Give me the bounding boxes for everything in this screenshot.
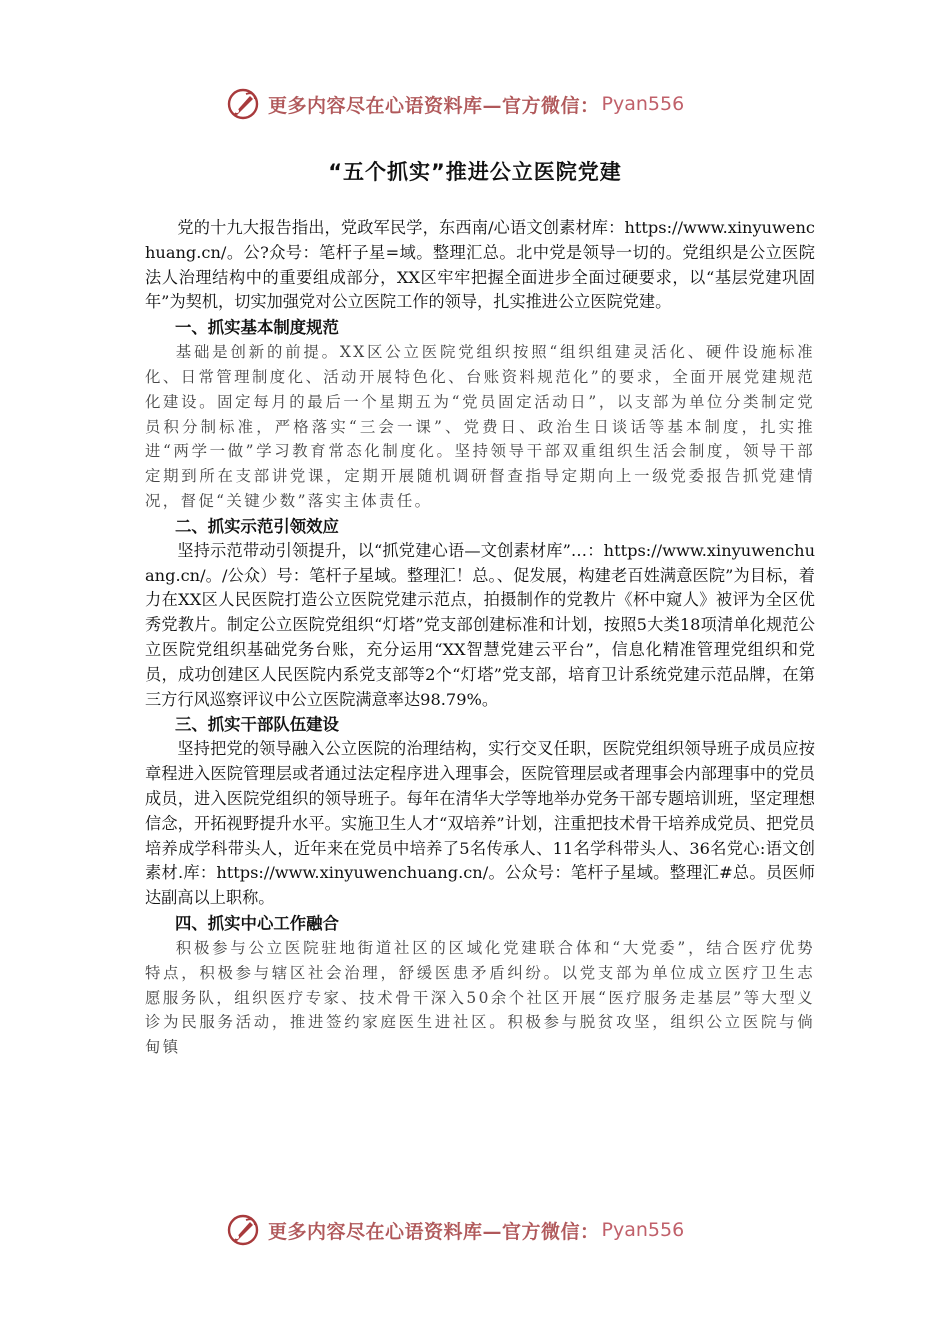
banner-wechat-id: Pyan556 <box>601 1219 685 1241</box>
quill-logo-icon <box>226 87 260 121</box>
section-paragraph: 坚持把党的领导融入公立医院的治理结构，实行交叉任职，医院党组织领导班子成员应按章程进入医院管理层或者通过法定程序进入理事会，医院管理层或者理事会内部理事中的党员成员，进入医院党组织的领导班子。每年在清华大学等地举办党务干部专题培训班，坚定理想信念，开拓视野提升水平。实施卫生人才“双培养”计划，注重把技术骨干培养成党员、把党员培养成学科带头人，近年来在党员中培养了5名传承人、11名学科带头人、36名党心:语文创素材.库：https://www.xinyuwenchuang.cn/。公众号：笔杆子星域。整理汇#总。员医师达副高以上职称。 <box>145 739 815 908</box>
intro-paragraph: 党的十九大报告指出，党政军民学，东西南/心语文创素材库：https://www.xinyuwenchuang.cn/。公?众号：笔杆子星=域。整理汇总。北中党是领导一切的。党组织是公立医院法人治理结构中的重要组成部分，XX区牢牢把握全面进步全面过硬要求，以“基层党建巩固年”为契机，切实加强党对公立医院工作的领导，扎实推进公立医院党建。 <box>145 218 815 312</box>
section-heading: 二、抓实示范引领效应 <box>175 516 339 536</box>
banner-wechat-id: Pyan556 <box>601 93 685 115</box>
section-paragraph: 坚持示范带动引领提升，以“抓党建心语—文创素材库”…：https://www.xinyuwenchuang.cn/。/公众）号：笔杆子星域。整理汇！总。、促发展，构建老百姓满意医院”为目标，着力在XX区人民医院打造公立医院党建示范点，拍摄制作的党教片《杯中窥人》被评为全区优秀党教片。制定公立医院党组织“灯塔”党支部创建标准和计划，按照5大类18项清单化规范公立医院党组织基础党务台账，充分运用“XX智慧党建云平台”，信息化精准管理党组织和党员，成功创建区人民医院内系党支部等2个“灯塔”党支部，培育卫计系统党建示范品牌，在第三方行风巡察评议中公立医院满意率达98.79%。 <box>145 540 815 709</box>
section-heading: 三、抓实干部队伍建设 <box>175 715 339 735</box>
document-title: “五个抓实”推进公立医院党建 <box>328 160 622 184</box>
document-body <box>145 216 815 1060</box>
quill-logo-icon <box>226 1213 260 1247</box>
banner-text: 更多内容尽在心语资料库—官方微信： <box>268 94 600 117</box>
footer-banner <box>226 1210 746 1250</box>
section-paragraph: 基础是创新的前提。XX区公立医院党组织按照“组织组建灵活化、硬件设施标准化、日常管理制度化、活动开展特色化、台账资料规范化”的要求，全面开展党建规范化建设。固定每月的最后一个星期五为“党员固定活动日”，以支部为单位分类制定党员积分制标准，严格落实“三会一课”、党费日、政治生日谈话等基本制度，扎实推进“两学一做”学习教育常态化制度化。坚持领导干部双重组织生活会制度，领导干部定期到所在支部讲党课，定期开展随机调研督查指导定期向上一级党委报告抓党建情况，督促“关键少数”落实主体责任。 <box>145 343 815 510</box>
banner-text: 更多内容尽在心语资料库—官方微信： <box>268 1220 600 1243</box>
header-banner <box>226 84 746 124</box>
section-heading: 一、抓实基本制度规范 <box>175 318 339 338</box>
section-heading: 四、抓实中心工作融合 <box>175 913 339 933</box>
section-paragraph: 积极参与公立医院驻地街道社区的区域化党建联合体和“大党委”，结合医疗优势特点，积极参与辖区社会治理，舒缓医患矛盾纠纷。以党支部为单位成立医疗卫生志愿服务队，组织医疗专家、技术骨干深入50余个社区开展“医疗服务走基层”等大型义诊为民服务活动，推进签约家庭医生进社区。积极参与脱贫攻坚，组织公立医院与倘甸镇 <box>145 938 815 1057</box>
